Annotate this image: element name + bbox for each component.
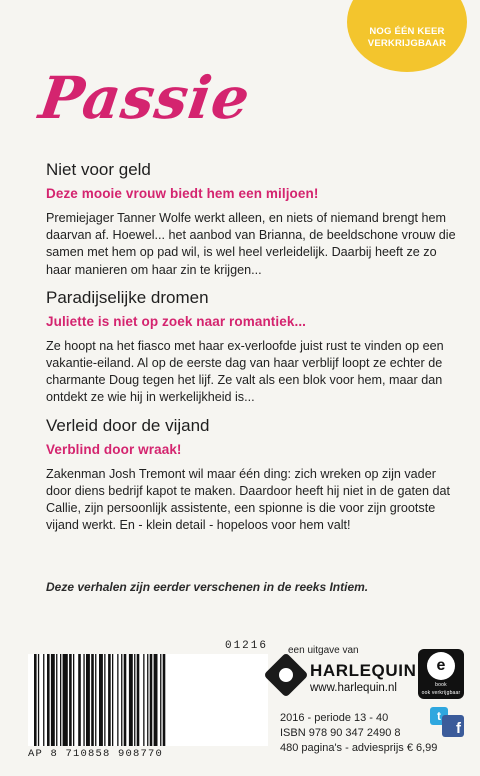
- barcode-bar: [129, 654, 133, 746]
- barcode-bar: [60, 654, 61, 746]
- badge-line-2: VERKRIJGBAAR: [367, 38, 447, 49]
- barcode-bar: [47, 654, 50, 746]
- barcode-bar: [73, 654, 74, 746]
- barcode-bar: [163, 654, 166, 746]
- story-1: [46, 160, 456, 279]
- ebook-word: book: [435, 682, 447, 688]
- barcode-bars: [28, 654, 268, 746]
- barcode-bar: [78, 654, 81, 746]
- story-title: Paradijselijke dromen: [46, 287, 209, 307]
- barcode-bar: [95, 654, 96, 746]
- pages-price: 480 pagina's - adviesprijs € 6,99: [280, 742, 438, 754]
- edition-info: [280, 711, 437, 756]
- barcode-bar: [83, 654, 84, 746]
- barcode-bar: [56, 654, 57, 746]
- ebook-label: ook verkrijgbaar: [421, 690, 461, 696]
- story-blurb: Zakenman Josh Tremont wil maar één ding: zich wreken op zijn vader door diens bedrijf kapot te maken. Daardoor heeft hij niet in de gaten dat Callie, zijn persoonlijk assistente, een spionne is die voor zijn grootste vijand werkt. En - klein detail - hopeloos voor hem valt!: [46, 466, 450, 533]
- barcode-bar: [108, 654, 111, 746]
- barcode-bar: [63, 654, 68, 746]
- twitter-icon[interactable]: t: [430, 707, 448, 725]
- publisher-name: HARLEQUIN: [310, 661, 417, 680]
- publisher-intro: een uitgave van: [288, 645, 359, 656]
- story-subtitle: Verblind door wraak!: [46, 441, 182, 457]
- barcode-bar: [147, 654, 148, 746]
- barcode-bar: [99, 654, 103, 746]
- barcode-bar: [143, 654, 144, 746]
- story-title: Niet voor geld: [46, 160, 151, 179]
- story-list: [46, 160, 456, 543]
- barcode-addon-number: 01216: [224, 640, 268, 652]
- series-logo: Passie: [35, 64, 255, 132]
- story-3: [46, 416, 456, 535]
- barcode: [28, 640, 278, 765]
- barcode-bar: [86, 654, 90, 746]
- availability-badge: [347, 0, 467, 72]
- barcode-bar: [104, 654, 105, 746]
- story-blurb: Ze hoopt na het fiasco met haar ex-verloofde juist rust te vinden op een vakantie-eiland. Al op de eerste dag van haar verblijf loopt ze echter de charmante Doug tegen het lijf. Ze valt als een blok voor hem, maar dan ontdekt ze wie hij in werkelijkheid is...: [46, 338, 444, 405]
- barcode-bar: [124, 654, 127, 746]
- barcode-bar: [160, 654, 161, 746]
- barcode-bar: [117, 654, 118, 746]
- barcode-bar: [38, 654, 39, 746]
- ebook-badge: [418, 649, 464, 699]
- barcode-bar: [43, 654, 44, 746]
- story-blurb: Premiejager Tanner Wolfe werkt alleen, en niets of niemand brengt hem daarvan af. Hoewel... het aanbod van Brianna, de beeldschone vrouw die samen met hem op pad wil, is wel heel verleidelijk. Daarbij heeft ze zo haar manieren om haar zin te krijgen...: [46, 211, 456, 277]
- barcode-bar: [69, 654, 72, 746]
- barcode-bar: [150, 654, 153, 746]
- barcode-bar: [137, 654, 140, 746]
- facebook-icon[interactable]: f: [442, 715, 464, 737]
- badge-line-1: NOG ÉÉN KEER: [369, 26, 445, 37]
- barcode-bar: [154, 654, 158, 746]
- story-title: Verleid door de vijand: [46, 415, 210, 435]
- barcode-bar: [34, 654, 37, 746]
- isbn: ISBN 978 90 347 2490 8: [280, 727, 401, 739]
- barcode-bar: [134, 654, 135, 746]
- barcode-number: AP 8 710858 908770: [28, 748, 164, 760]
- barcode-graphic: [28, 654, 268, 746]
- ebook-icon: e: [427, 652, 455, 680]
- series-note: Deze verhalen zijn eerder verschenen in de reeks Intiem.: [46, 580, 369, 594]
- story-subtitle: Deze mooie vrouw biedt hem een miljoen!: [46, 186, 319, 201]
- edition-period: 2016 - periode 13 - 40: [280, 712, 389, 724]
- barcode-bar: [112, 654, 113, 746]
- barcode-bar: [51, 654, 55, 746]
- publisher-url[interactable]: www.harlequin.nl: [310, 682, 397, 694]
- story-2: [46, 288, 456, 407]
- barcode-bar: [91, 654, 94, 746]
- barcode-bar: [121, 654, 122, 746]
- story-subtitle: Juliette is niet op zoek naar romantiek...: [46, 313, 307, 329]
